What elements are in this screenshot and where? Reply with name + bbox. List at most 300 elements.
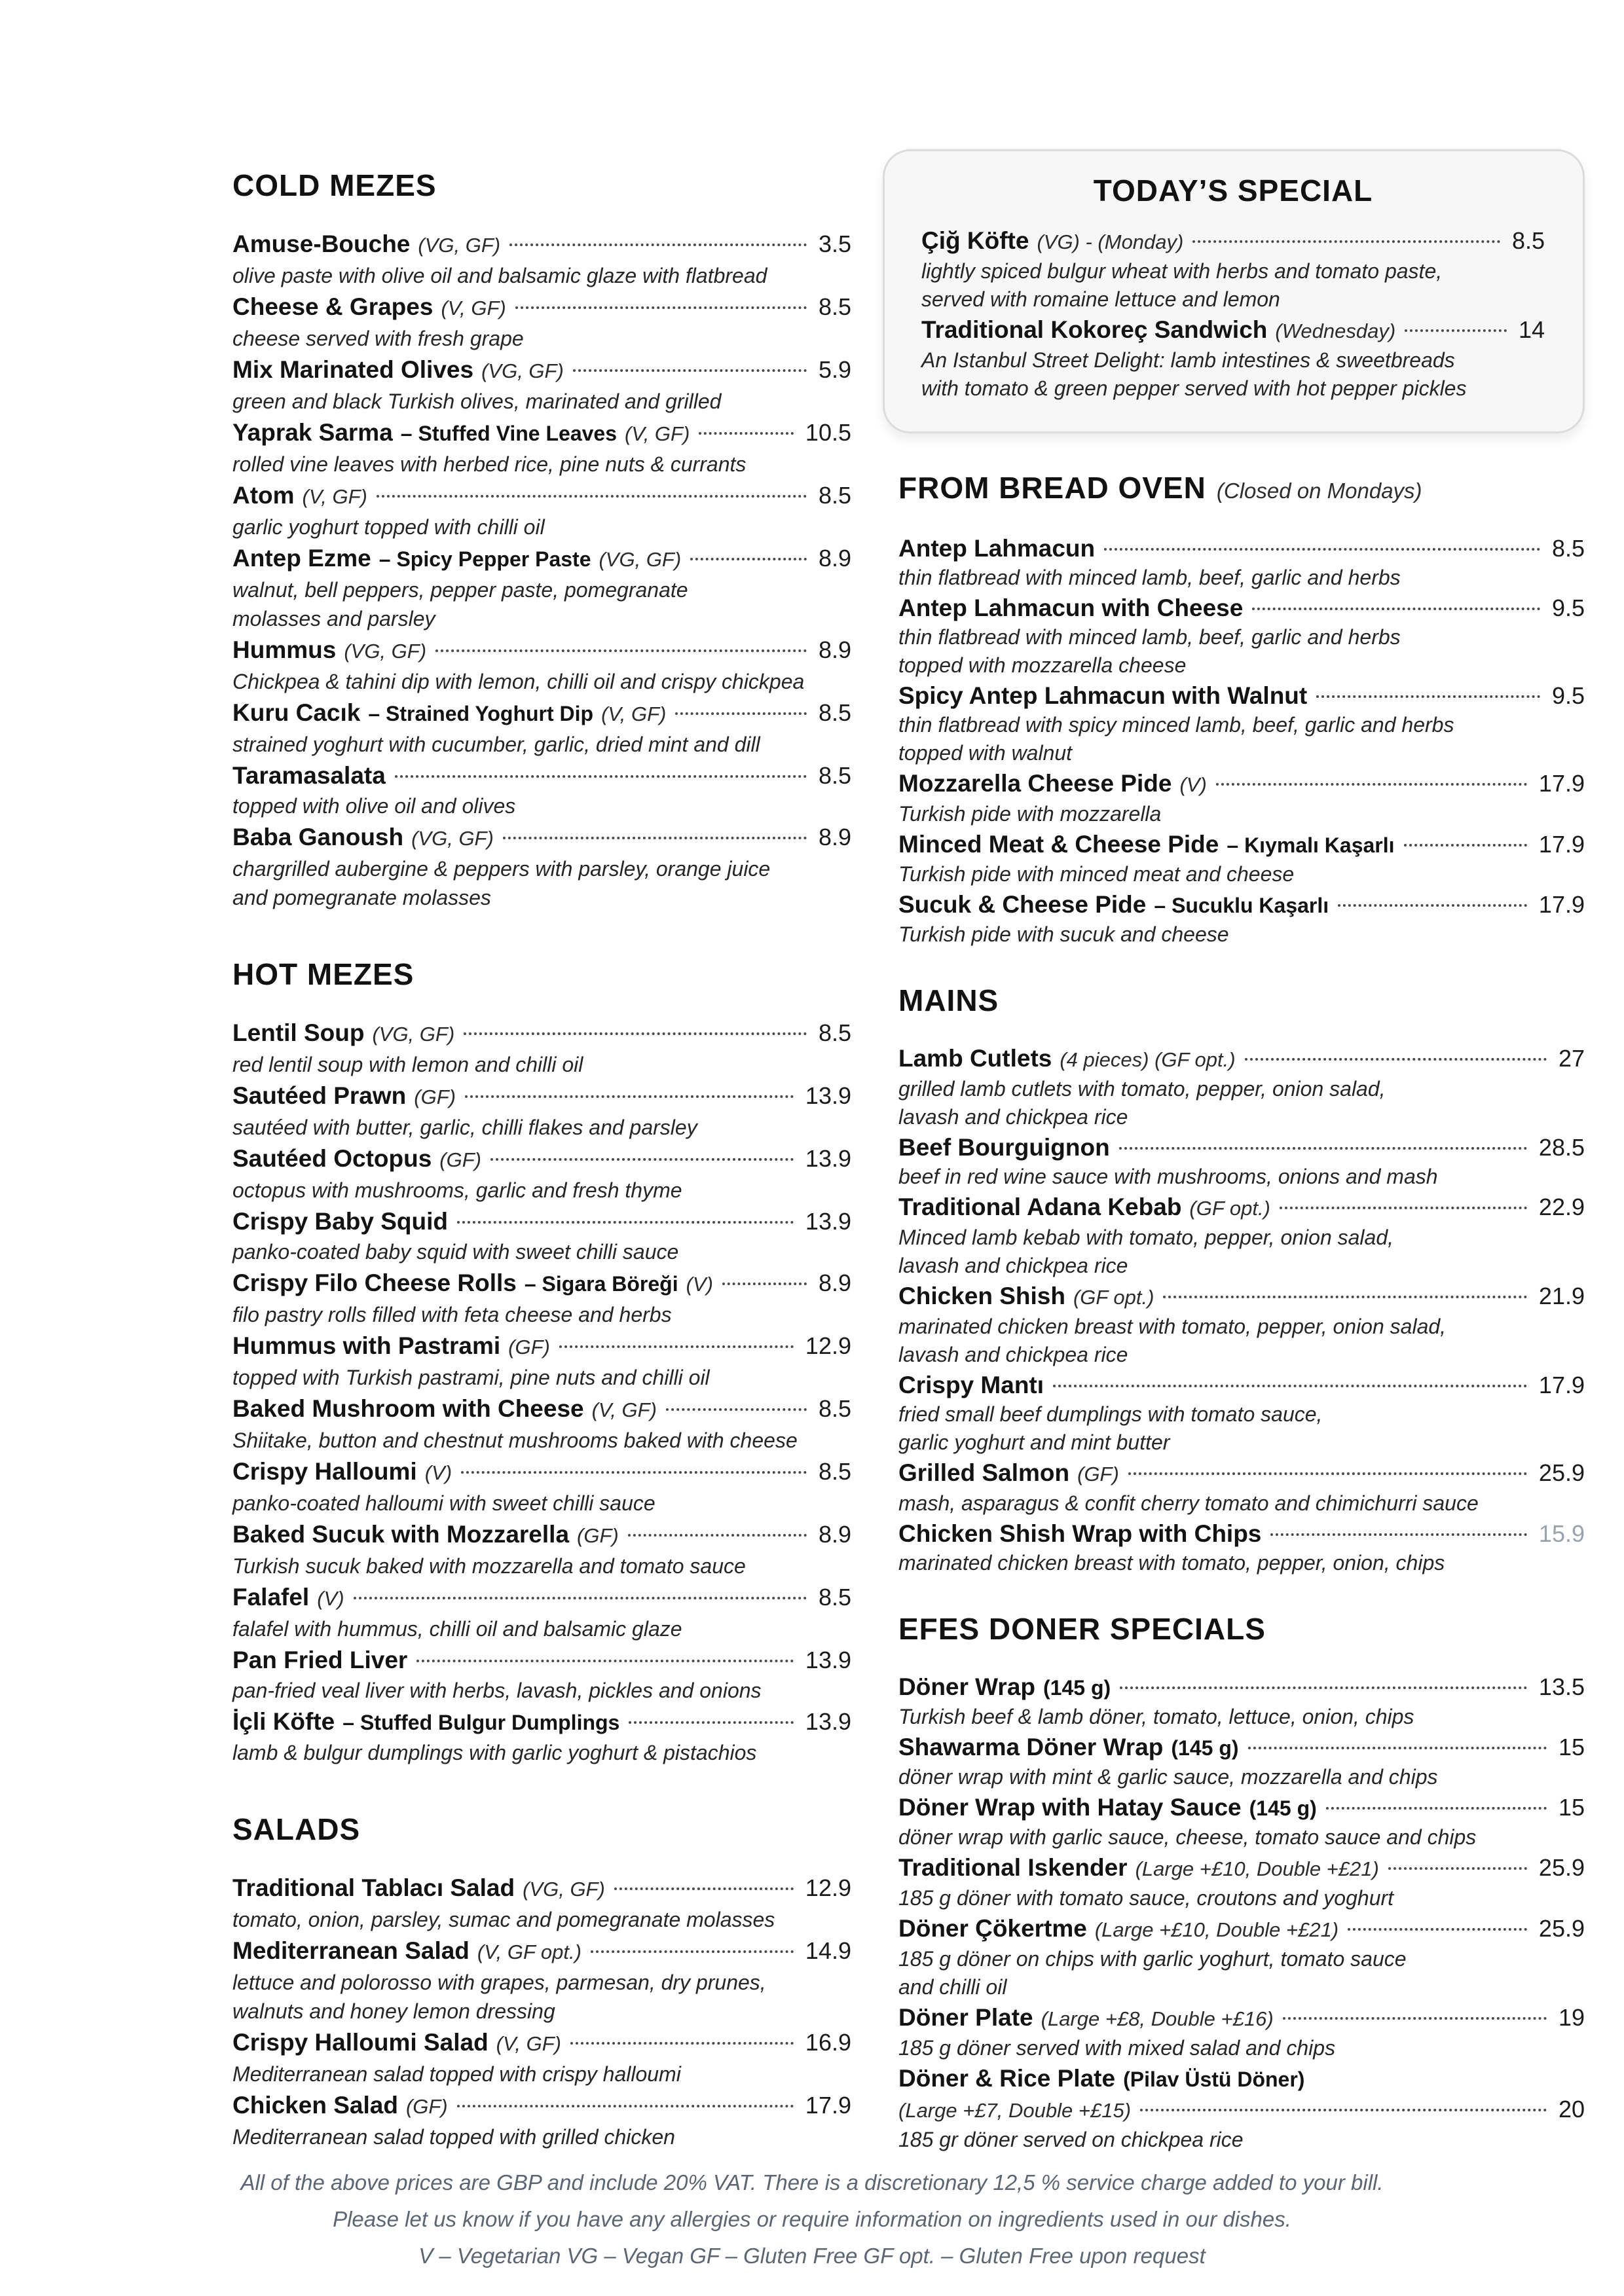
dot-leader	[1192, 240, 1500, 243]
item-tags: (V, GF opt.)	[477, 1941, 581, 1963]
item-tags: (Wednesday)	[1275, 319, 1396, 342]
dot-leader	[614, 1887, 794, 1890]
item-subname: – Stuffed Bulgur Dumplings	[342, 1711, 620, 1734]
item-price: 10.5	[805, 419, 851, 446]
item-name: Sautéed Prawn	[232, 1082, 407, 1109]
item-description: Turkish pide with mozzarella	[898, 802, 1162, 826]
dot-leader	[503, 837, 807, 839]
item-subname: – Spicy Pepper Paste	[378, 547, 591, 571]
item-description: fried small beef dumplings with tomato sauce,	[898, 1402, 1323, 1426]
menu-item	[232, 1143, 851, 1205]
menu-item	[232, 1706, 851, 1767]
item-title-row	[232, 2090, 851, 2123]
dot-leader	[1283, 2017, 1547, 2020]
dot-leader	[1405, 329, 1507, 332]
item-price: 8.9	[818, 824, 851, 850]
section-title-text: EFES DONER SPECIALS	[898, 1612, 1266, 1646]
item-description: Mediterranean salad topped with grilled chicken	[232, 2125, 675, 2149]
menu-item	[898, 890, 1585, 949]
menu-item	[898, 2003, 1585, 2062]
item-title-row	[898, 681, 1585, 711]
item-price: 13.9	[805, 1145, 851, 1172]
footer-note-line: Please let us know if you have any allergies or require information on ingredients used in our dishes.	[333, 2207, 1291, 2231]
item-name: Çiğ Köfte	[921, 227, 1029, 254]
item-price: 8.9	[818, 636, 851, 663]
dot-leader	[457, 2105, 794, 2107]
item-description: octopus with mushrooms, garlic and fresh thyme	[232, 1178, 682, 1202]
item-price: 8.5	[818, 762, 851, 789]
dot-leader	[465, 1095, 794, 1098]
item-description: green and black Turkish olives, marinated and grilled	[232, 390, 722, 413]
item-description: tomato, onion, parsley, sumac and pomegranate molasses	[232, 1908, 775, 1931]
item-price: 17.9	[1538, 891, 1585, 918]
item-subname: (Pilav Üstü Döner)	[1123, 2068, 1305, 2091]
item-price: 16.9	[805, 2029, 851, 2056]
footer-note-line: All of the above prices are GBP and include 20% VAT. There is a discretionary 12,5 % service charge added to your bill.	[240, 2170, 1384, 2195]
item-name: Mix Marinated Olives	[232, 356, 474, 383]
item-price: 13.9	[805, 1708, 851, 1735]
menu-item	[898, 1793, 1585, 1851]
menu-item	[898, 1281, 1585, 1369]
menu-item	[232, 1935, 851, 2026]
item-price: 19	[1558, 2004, 1585, 2031]
item-title-row	[898, 2003, 1585, 2034]
dot-leader	[699, 432, 794, 435]
section-title-text: FROM BREAD OVEN	[898, 471, 1206, 505]
item-name: Minced Meat & Cheese Pide	[898, 831, 1219, 858]
menu-item	[232, 2090, 851, 2151]
item-title-row	[232, 1143, 851, 1176]
item-name: Döner Plate	[898, 2004, 1033, 2031]
item-tags: (GF)	[508, 1336, 550, 1358]
todays-special-box	[883, 149, 1585, 433]
menu-item	[898, 681, 1585, 767]
item-price: 8.5	[1551, 535, 1585, 562]
dot-leader	[1348, 1928, 1527, 1931]
item-title-row	[232, 1267, 851, 1300]
item-tags: (VG, GF)	[523, 1878, 605, 1901]
item-title-row	[232, 1206, 851, 1237]
item-price: 17.9	[1538, 1372, 1585, 1398]
item-title-row	[232, 543, 851, 575]
item-tags: (V, GF)	[601, 702, 667, 725]
item-title-row	[898, 1519, 1585, 1549]
item-description: and pomegranate molasses	[232, 886, 491, 909]
item-title-row	[232, 417, 851, 450]
dot-leader	[464, 1032, 807, 1035]
item-tags: (VG, GF)	[344, 640, 427, 663]
item-title-row	[898, 769, 1585, 800]
dot-leader	[629, 1721, 794, 1724]
item-description: strained yoghurt with cucumber, garlic, dried mint and dill	[232, 733, 760, 756]
item-price: 8.5	[818, 1019, 851, 1046]
item-name: Chicken Shish	[898, 1283, 1065, 1309]
item-title-row	[898, 1672, 1585, 1703]
item-description: lavash and chickpea rice	[898, 1343, 1128, 1366]
item-price: 8.9	[818, 1521, 851, 1548]
item-description: lavash and chickpea rice	[898, 1105, 1128, 1129]
menu-item	[232, 1519, 851, 1580]
item-name: Hummus with Pastrami	[232, 1332, 501, 1359]
item-tags: (GF)	[577, 1524, 619, 1547]
item-tags: (V, GF)	[591, 1398, 657, 1421]
item-title-row	[898, 829, 1585, 860]
item-name: Chicken Salad	[232, 2092, 398, 2119]
item-name: Döner Wrap with Hatay Sauce	[898, 1794, 1242, 1821]
dot-leader	[1128, 1472, 1527, 1475]
item-description: falafel with hummus, chilli oil and balsamic glaze	[232, 1617, 682, 1641]
item-description: chargrilled aubergine & peppers with parsley, orange juice	[232, 857, 771, 881]
item-name: Döner & Rice Plate	[898, 2065, 1116, 2092]
menu-item	[898, 593, 1585, 680]
dot-leader	[1216, 783, 1527, 786]
item-tags: (4 pieces) (GF opt.)	[1060, 1048, 1236, 1071]
dot-leader	[628, 1534, 807, 1537]
item-title-row	[232, 1935, 851, 1968]
item-price: 8.5	[1511, 227, 1545, 254]
menu-item	[232, 1645, 851, 1705]
dot-leader	[573, 369, 807, 372]
menu-item	[232, 697, 851, 759]
dot-leader	[591, 1950, 794, 1953]
item-price: 13.9	[805, 1082, 851, 1109]
item-title-row	[898, 1281, 1585, 1313]
item-price: 13.5	[1538, 1673, 1585, 1700]
item-description: with tomato & green pepper served with hot pepper pickles	[921, 376, 1467, 400]
right-sections	[898, 471, 1585, 2154]
item-name: Antep Ezme	[232, 545, 371, 572]
item-tags: (V, GF)	[302, 485, 367, 508]
item-tags: (V, GF)	[625, 422, 690, 445]
menu-item	[921, 315, 1545, 403]
item-subname: (145 g)	[1249, 1796, 1317, 1820]
dot-leader	[666, 1408, 807, 1411]
item-price: 17.9	[1538, 770, 1585, 797]
item-description: topped with Turkish pastrami, pine nuts and chilli oil	[232, 1366, 710, 1389]
menu-item	[232, 1330, 851, 1392]
item-name: Sautéed Octopus	[232, 1145, 432, 1172]
item-tags: (V)	[317, 1587, 344, 1610]
item-tags: (Large +£10, Double +£21)	[1094, 1918, 1339, 1941]
item-description: lettuce and polorosso with grapes, parmesan, dry prunes,	[232, 1971, 766, 1994]
menu-item	[898, 1192, 1585, 1280]
dot-leader	[515, 306, 807, 309]
section-note: (Closed on Mondays)	[1216, 479, 1422, 503]
dot-leader	[722, 1283, 807, 1285]
item-title-row	[898, 1044, 1585, 1075]
menu-item	[232, 480, 851, 541]
dot-leader	[1338, 904, 1527, 907]
item-description: Turkish pide with minced meat and cheese	[898, 862, 1295, 886]
item-price: 8.9	[818, 545, 851, 572]
menu-item	[232, 228, 851, 290]
menu-item	[898, 1732, 1585, 1791]
item-title-row	[232, 760, 851, 792]
item-price: 9.5	[1551, 682, 1585, 709]
dot-leader	[1104, 548, 1540, 551]
item-name: Chicken Shish Wrap with Chips	[898, 1520, 1262, 1547]
item-name: Beef Bourguignon	[898, 1134, 1110, 1161]
item-description: 185 g döner on chips with garlic yoghurt, tomato sauce	[898, 1947, 1407, 1971]
item-description: walnut, bell peppers, pepper paste, pomegranate	[232, 578, 688, 602]
item-title-row	[232, 1706, 851, 1738]
item-price: 25.9	[1538, 1915, 1585, 1942]
section-title-text: HOT MEZES	[232, 957, 415, 991]
menu-item	[232, 760, 851, 820]
item-description: molasses and parsley	[232, 607, 435, 630]
dot-leader	[435, 649, 807, 652]
item-subname: (145 g)	[1171, 1736, 1239, 1760]
item-name: İçli Köfte	[232, 1708, 335, 1735]
item-description: döner wrap with garlic sauce, cheese, tomato sauce and chips	[898, 1825, 1477, 1849]
item-title-row	[232, 1080, 851, 1113]
item-price: 12.9	[805, 1874, 851, 1901]
item-tags: (V)	[686, 1273, 713, 1296]
item-price-row	[898, 2094, 1585, 2126]
item-description: Minced lamb kebab with tomato, pepper, onion salad,	[898, 1226, 1394, 1249]
item-title-row	[898, 1133, 1585, 1163]
item-price: 9.5	[1551, 594, 1585, 621]
item-subname: – Stuffed Vine Leaves	[400, 422, 617, 445]
item-name: Mediterranean Salad	[232, 1937, 470, 1964]
item-price: 28.5	[1538, 1134, 1585, 1161]
section-title-text: COLD MEZES	[232, 168, 437, 202]
item-name: Sucuk & Cheese Pide	[898, 891, 1147, 918]
dot-leader	[1388, 1867, 1527, 1870]
item-description: topped with mozzarella cheese	[898, 653, 1187, 677]
item-title-row	[232, 1017, 851, 1050]
item-description: Chickpea & tahini dip with lemon, chilli oil and crispy chickpea	[232, 670, 805, 693]
menu-item	[898, 1672, 1585, 1731]
item-description: garlic yoghurt topped with chilli oil	[232, 515, 545, 539]
item-name: Pan Fried Liver	[232, 1647, 408, 1673]
item-price: 15.9	[1538, 1520, 1585, 1547]
item-name: Baba Ganoush	[232, 824, 404, 850]
item-price: 27	[1558, 1045, 1585, 1072]
item-name: Lentil Soup	[232, 1019, 365, 1046]
item-title-row	[232, 697, 851, 730]
dot-leader	[395, 775, 807, 778]
dot-leader	[1270, 1533, 1527, 1536]
dot-leader	[1404, 844, 1527, 847]
item-tags: (Large +£8, Double +£16)	[1041, 2007, 1274, 2030]
item-title-row	[232, 291, 851, 324]
menu-item	[232, 1206, 851, 1266]
item-title-row	[232, 1582, 851, 1614]
menu-item	[898, 1370, 1585, 1457]
item-price: 15	[1558, 1734, 1585, 1760]
item-description: thin flatbread with spicy minced lamb, beef, garlic and herbs	[898, 713, 1454, 737]
item-name: Lamb Cutlets	[898, 1045, 1052, 1072]
item-price: 8.5	[818, 1584, 851, 1611]
item-name: Crispy Halloumi	[232, 1458, 417, 1485]
menu-section	[232, 169, 851, 912]
item-tags: (GF opt.)	[1073, 1286, 1154, 1309]
item-description: topped with olive oil and olives	[232, 794, 516, 818]
item-title-row	[898, 1192, 1585, 1224]
dot-leader	[1245, 1058, 1547, 1061]
item-tags: (Large +£10, Double +£21)	[1135, 1857, 1379, 1880]
item-price: 20	[1558, 2096, 1585, 2123]
item-name: Grilled Salmon	[898, 1459, 1070, 1486]
item-price: 8.5	[818, 482, 851, 509]
item-name: Cheese & Grapes	[232, 293, 434, 320]
menu-item	[232, 1267, 851, 1329]
item-tags: (GF)	[414, 1085, 456, 1108]
item-name: Atom	[232, 482, 295, 509]
item-name: Amuse-Bouche	[232, 230, 411, 257]
item-description: 185 g döner served with mixed salad and chips	[898, 2036, 1336, 2060]
menu-section	[898, 984, 1585, 1577]
item-name: Crispy Mantı	[898, 1372, 1044, 1398]
item-price: 3.5	[818, 230, 851, 257]
dot-leader	[1316, 695, 1540, 698]
section-title	[232, 169, 851, 202]
menu-item	[898, 1133, 1585, 1191]
dot-leader	[490, 1158, 794, 1161]
item-description: rolled vine leaves with herbed rice, pine nuts & currants	[232, 452, 747, 476]
item-title-row	[232, 228, 851, 261]
item-title-row	[898, 890, 1585, 920]
section-title	[898, 471, 1585, 507]
menu-item	[232, 1456, 851, 1518]
item-title-row	[898, 1458, 1585, 1489]
item-description: lavash and chickpea rice	[898, 1254, 1128, 1277]
todays-special-items	[921, 226, 1545, 403]
item-description: 185 g döner with tomato sauce, croutons and yoghurt	[898, 1886, 1394, 1910]
right-column	[883, 149, 1585, 2189]
item-title-row	[898, 1793, 1585, 1823]
item-description: Turkish pide with sucuk and cheese	[898, 922, 1229, 946]
item-price: 14.9	[805, 1937, 851, 1964]
item-name: Antep Lahmacun with Cheese	[898, 594, 1244, 621]
item-title-row	[921, 226, 1545, 257]
dot-leader	[1280, 1207, 1527, 1209]
item-name: Falafel	[232, 1584, 310, 1611]
item-title-row	[232, 1519, 851, 1552]
dot-leader	[1326, 1807, 1547, 1810]
dot-leader	[1120, 1686, 1527, 1689]
menu-item	[232, 1393, 851, 1455]
dot-leader	[509, 244, 807, 246]
item-title-row	[232, 2027, 851, 2060]
item-subname: – Sucuklu Kaşarlı	[1154, 894, 1329, 917]
item-price: 17.9	[805, 2092, 851, 2119]
item-description: pan-fried veal liver with herbs, lavash, pickles and onions	[232, 1679, 762, 1702]
item-description: marinated chicken breast with tomato, pepper, onion salad,	[898, 1315, 1447, 1338]
menu-item	[232, 1080, 851, 1142]
menu-item	[898, 829, 1585, 888]
item-title-row	[232, 1872, 851, 1905]
item-name: Traditional Adana Kebab	[898, 1194, 1182, 1220]
item-description: walnuts and honey lemon dressing	[232, 1999, 555, 2023]
dot-leader	[1119, 1147, 1527, 1150]
footer-notes	[0, 2164, 1624, 2274]
item-name: Crispy Halloumi Salad	[232, 2029, 489, 2056]
item-description: served with romaine lettuce and lemon	[921, 287, 1280, 311]
left-column	[232, 169, 851, 2197]
dot-leader	[1140, 2109, 1547, 2111]
menu-item	[898, 534, 1585, 592]
menu-section	[898, 471, 1585, 949]
item-name: Shawarma Döner Wrap	[898, 1734, 1164, 1760]
dot-leader	[377, 495, 807, 498]
item-description: Shiitake, button and chestnut mushrooms baked with cheese	[232, 1429, 798, 1452]
menu-item	[232, 543, 851, 633]
item-description: döner wrap with mint & garlic sauce, mozzarella and chips	[898, 1765, 1438, 1789]
item-size-options: (Large +£7, Double +£15)	[898, 2099, 1132, 2122]
menu-item	[232, 1582, 851, 1643]
section-title-text: MAINS	[898, 983, 999, 1017]
section-title	[232, 958, 851, 991]
item-name: Baked Sucuk with Mozzarella	[232, 1521, 570, 1548]
item-name: Traditional Kokoreç Sandwich	[921, 316, 1268, 343]
item-name: Traditional Tablacı Salad	[232, 1874, 515, 1901]
item-price: 13.9	[805, 1208, 851, 1235]
item-description: and chilli oil	[898, 1975, 1007, 1999]
item-price: 22.9	[1538, 1194, 1585, 1220]
menu-section	[898, 1613, 1585, 2154]
item-title-row	[232, 1456, 851, 1489]
item-price: 8.5	[818, 1458, 851, 1485]
item-subname: – Strained Yoghurt Dip	[368, 702, 594, 725]
item-subname: (145 g)	[1043, 1676, 1111, 1700]
item-tags: (VG) - (Monday)	[1037, 230, 1184, 253]
menu-item	[898, 2064, 1585, 2154]
item-name: Spicy Antep Lahmacun with Walnut	[898, 682, 1308, 709]
item-title-row	[232, 634, 851, 667]
menu-item	[232, 822, 851, 912]
item-tags: (V, GF)	[496, 2032, 561, 2055]
item-name: Yaprak Sarma	[232, 419, 393, 446]
item-title-row	[898, 1732, 1585, 1763]
item-description: 185 gr döner served on chickpea rice	[898, 2128, 1244, 2151]
dot-leader	[354, 1597, 807, 1599]
item-name: Baked Mushroom with Cheese	[232, 1395, 584, 1422]
item-tags: (VG, GF)	[418, 234, 501, 257]
dot-leader	[559, 1345, 794, 1348]
menu-item	[898, 1914, 1585, 2001]
item-description: olive paste with olive oil and balsamic glaze with flatbread	[232, 264, 767, 287]
todays-special-title: TODAY’S SPECIAL	[1093, 173, 1373, 208]
dot-leader	[461, 1471, 807, 1474]
menu-section	[232, 1813, 851, 2151]
item-description: sautéed with butter, garlic, chilli flakes and parsley	[232, 1116, 697, 1139]
dot-leader	[1252, 608, 1540, 610]
item-price: 25.9	[1538, 1854, 1585, 1881]
item-price: 14	[1518, 316, 1545, 343]
item-description: marinated chicken breast with tomato, pepper, onion, chips	[898, 1551, 1445, 1575]
item-title-row	[898, 593, 1585, 623]
item-price: 8.5	[818, 1395, 851, 1422]
item-description: red lentil soup with lemon and chilli oil	[232, 1053, 583, 1076]
menu-item	[898, 769, 1585, 828]
item-name: Crispy Baby Squid	[232, 1208, 448, 1235]
item-description: panko-coated halloumi with sweet chilli sauce	[232, 1491, 655, 1515]
item-price: 25.9	[1538, 1459, 1585, 1486]
item-price: 8.9	[818, 1269, 851, 1296]
item-name: Mozzarella Cheese Pide	[898, 770, 1172, 797]
item-tags: (VG, GF)	[372, 1023, 455, 1046]
dot-leader	[416, 1660, 794, 1662]
section-title	[898, 984, 1585, 1017]
section-title-text: SALADS	[232, 1812, 361, 1846]
item-description: Mediterranean salad topped with crispy halloumi	[232, 2062, 681, 2086]
menu-item	[232, 2027, 851, 2088]
dot-leader	[1053, 1385, 1527, 1387]
menu-section	[232, 958, 851, 1767]
item-price: 12.9	[805, 1332, 851, 1359]
